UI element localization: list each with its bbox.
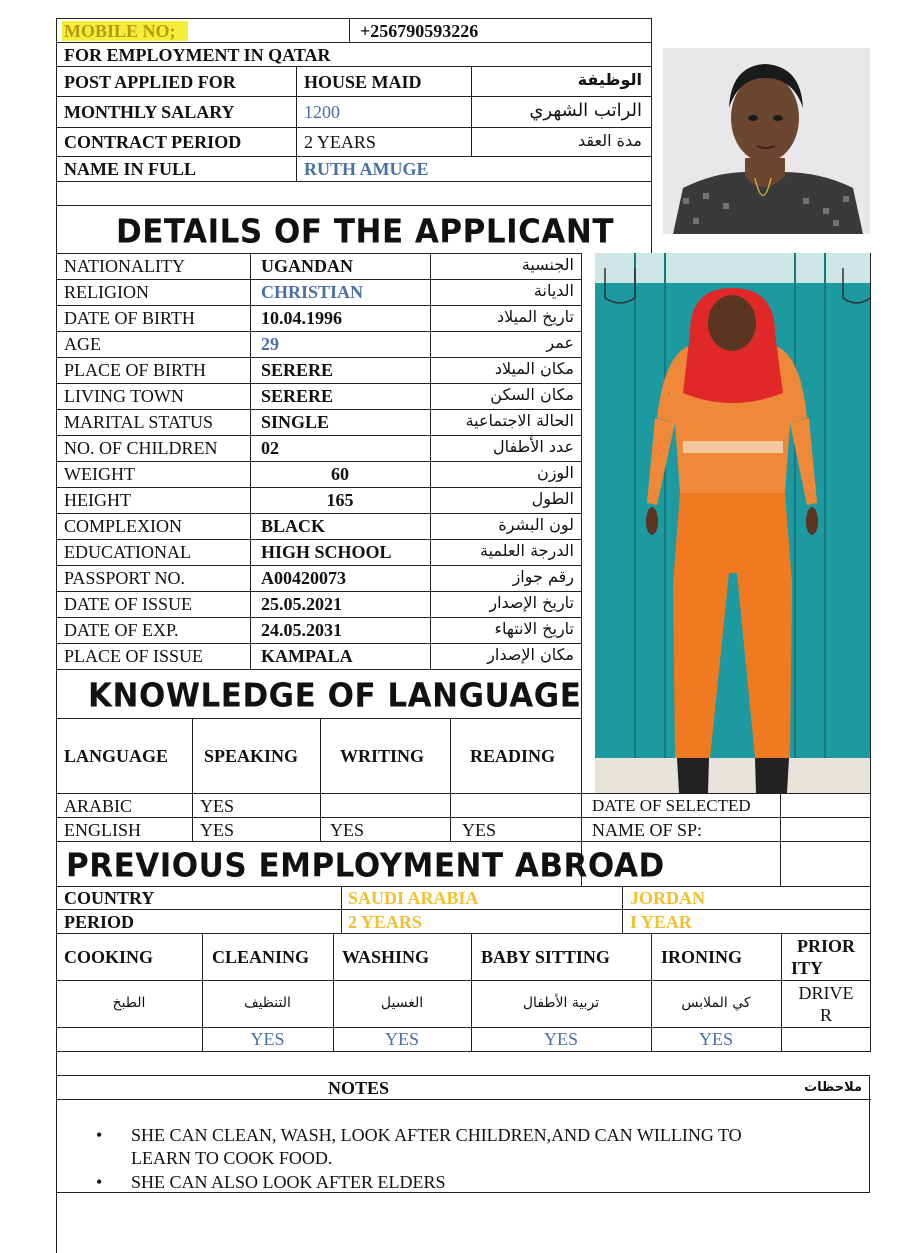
detail-label: PASSPORT NO. xyxy=(64,568,185,588)
lang-english: ENGLISH xyxy=(64,820,141,840)
period-2: I YEAR xyxy=(630,912,692,932)
contract-value: 2 YEARS xyxy=(304,132,376,152)
skill-cleaning-ar: التنظيف xyxy=(244,995,291,1011)
mobile-label: MOBILE NO; xyxy=(64,21,176,41)
priority-label-1: PRIOR xyxy=(797,936,855,956)
priority-value-2: R xyxy=(819,1005,832,1025)
passport-photo xyxy=(663,48,870,234)
notes-bullet-2: • xyxy=(96,1172,103,1192)
lang-arabic-speaking: YES xyxy=(200,796,235,816)
salary-label: MONTHLY SALARY xyxy=(64,102,235,122)
lang-english-writing: YES xyxy=(330,820,365,840)
notes-item-1: SHE CAN CLEAN, WASH, LOOK AFTER CHILDREN,AND CAN WILLING TO xyxy=(131,1125,742,1145)
detail-arabic: الدرجة العلمية xyxy=(480,541,574,560)
fullname-label: NAME IN FULL xyxy=(64,159,197,179)
detail-arabic: لون البشرة xyxy=(498,515,574,534)
skill-cooking-ar: الطبخ xyxy=(112,995,146,1011)
detail-value: BLACK xyxy=(261,516,326,536)
skill-washing: WASHING xyxy=(342,947,430,967)
detail-label: DATE OF BIRTH xyxy=(64,308,195,328)
detail-value: 02 xyxy=(261,438,279,458)
lang-header-speaking: SPEAKING xyxy=(204,746,299,766)
lang-english-speaking: YES xyxy=(200,820,235,840)
detail-label: RELIGION xyxy=(64,282,149,302)
skill-baby-sitting-ar: تربية الأطفال xyxy=(522,995,600,1011)
detail-arabic: مكان الميلاد xyxy=(494,359,574,378)
detail-label: LIVING TOWN xyxy=(64,386,184,406)
skill-cleaning: CLEANING xyxy=(212,947,310,967)
post-value: HOUSE MAID xyxy=(304,72,422,92)
detail-label: PLACE OF BIRTH xyxy=(64,360,206,380)
name-sp-label: NAME OF SP: xyxy=(592,820,703,840)
detail-value: SERERE xyxy=(261,360,334,380)
notes-item-2: SHE CAN ALSO LOOK AFTER ELDERS xyxy=(131,1172,446,1192)
contract-label: CONTRACT PERIOD xyxy=(64,132,242,152)
detail-arabic: عمر xyxy=(546,333,574,352)
detail-arabic: الجنسية xyxy=(521,255,574,274)
post-ar: الوظيفة xyxy=(577,70,642,89)
detail-label: EDUCATIONAL xyxy=(64,542,191,562)
period-label: PERIOD xyxy=(64,912,135,932)
detail-arabic: الطول xyxy=(531,489,574,508)
notes-title: NOTES xyxy=(328,1078,390,1098)
fullbody-photo xyxy=(595,253,870,793)
detail-label: NATIONALITY xyxy=(64,256,185,276)
detail-arabic: الحالة الاجتماعية xyxy=(465,411,574,430)
skill-ironing-ar: كي الملابس xyxy=(681,995,751,1011)
detail-label: MARITAL STATUS xyxy=(64,412,213,432)
detail-arabic: تاريخ الإصدار xyxy=(489,593,574,612)
notes-item-1b: LEARN TO COOK FOOD. xyxy=(131,1148,333,1168)
country-label: COUNTRY xyxy=(64,888,155,908)
detail-value: SINGLE xyxy=(261,412,330,432)
detail-label: PLACE OF ISSUE xyxy=(64,646,204,666)
skill-ironing-yes: YES xyxy=(698,1029,733,1049)
detail-arabic: رقم جواز xyxy=(512,567,574,586)
detail-value: 25.05.2021 xyxy=(261,594,342,614)
employment-country: FOR EMPLOYMENT IN QATAR xyxy=(64,45,331,65)
detail-value: SERERE xyxy=(261,386,334,406)
skill-washing-ar: الغسيل xyxy=(380,995,424,1011)
detail-value: 24.05.2031 xyxy=(261,620,342,640)
notes-bullet-1: • xyxy=(96,1125,103,1145)
detail-value: 165 xyxy=(326,490,354,510)
country-2: JORDAN xyxy=(630,888,705,908)
detail-label: COMPLEXION xyxy=(64,516,183,536)
lang-header-writing: WRITING xyxy=(340,746,425,766)
language-title: KNOWLEDGE OF LANGUAGE xyxy=(88,677,582,715)
lang-english-reading: YES xyxy=(462,820,497,840)
contract-ar: مدة العقد xyxy=(578,131,642,150)
skill-ironing: IRONING xyxy=(661,947,743,967)
salary-value: 1200 xyxy=(304,102,340,122)
details-title: DETAILS OF THE APPLICANT xyxy=(116,213,614,251)
detail-label: DATE OF ISSUE xyxy=(64,594,193,614)
priority-value-1: DRIVE xyxy=(798,983,854,1003)
detail-arabic: مكان السكن xyxy=(490,385,574,404)
mobile-value: +256790593226 xyxy=(360,21,479,41)
detail-value: 60 xyxy=(331,464,349,484)
fullname-value: RUTH AMUGE xyxy=(304,159,429,179)
detail-value: 29 xyxy=(261,334,279,354)
priority-label-2: ITY xyxy=(790,958,823,978)
notes-ar: ملاحظات xyxy=(804,1080,862,1095)
detail-arabic: تاريخ الميلاد xyxy=(497,307,574,326)
post-label: POST APPLIED FOR xyxy=(64,72,236,92)
previous-title: PREVIOUS EMPLOYMENT ABROAD xyxy=(66,847,665,885)
detail-value: KAMPALA xyxy=(261,646,353,666)
detail-label: HEIGHT xyxy=(64,490,131,510)
date-selected-label: DATE OF SELECTED xyxy=(592,796,751,815)
detail-value: A00420073 xyxy=(261,568,346,588)
salary-ar: الراتب الشهري xyxy=(529,100,642,121)
detail-value: 10.04.1996 xyxy=(261,308,342,328)
detail-arabic: الوزن xyxy=(536,463,574,482)
period-1: 2 YEARS xyxy=(348,912,422,932)
detail-value: HIGH SCHOOL xyxy=(261,542,392,562)
detail-label: NO. OF CHILDREN xyxy=(64,438,218,458)
skill-cleaning-yes: YES xyxy=(250,1029,285,1049)
lang-header-reading: READING xyxy=(470,746,556,766)
detail-value: CHRISTIAN xyxy=(261,282,364,302)
detail-arabic: تاريخ الانتهاء xyxy=(494,619,574,638)
lang-header-language: LANGUAGE xyxy=(64,746,169,766)
skill-cooking: COOKING xyxy=(64,947,154,967)
skill-baby-sitting-yes: YES xyxy=(543,1029,578,1049)
detail-label: WEIGHT xyxy=(64,464,135,484)
country-1: SAUDI ARABIA xyxy=(348,888,479,908)
detail-label: AGE xyxy=(64,334,101,354)
detail-arabic: الديانة xyxy=(533,281,574,300)
skill-washing-yes: YES xyxy=(384,1029,419,1049)
detail-label: DATE OF EXP. xyxy=(64,620,179,640)
detail-arabic: عدد الأطفال xyxy=(492,437,574,456)
skill-baby-sitting: BABY SITTING xyxy=(481,947,610,967)
detail-arabic: مكان الإصدار xyxy=(487,645,574,664)
lang-arabic: ARABIC xyxy=(64,796,133,816)
detail-value: UGANDAN xyxy=(261,256,353,276)
